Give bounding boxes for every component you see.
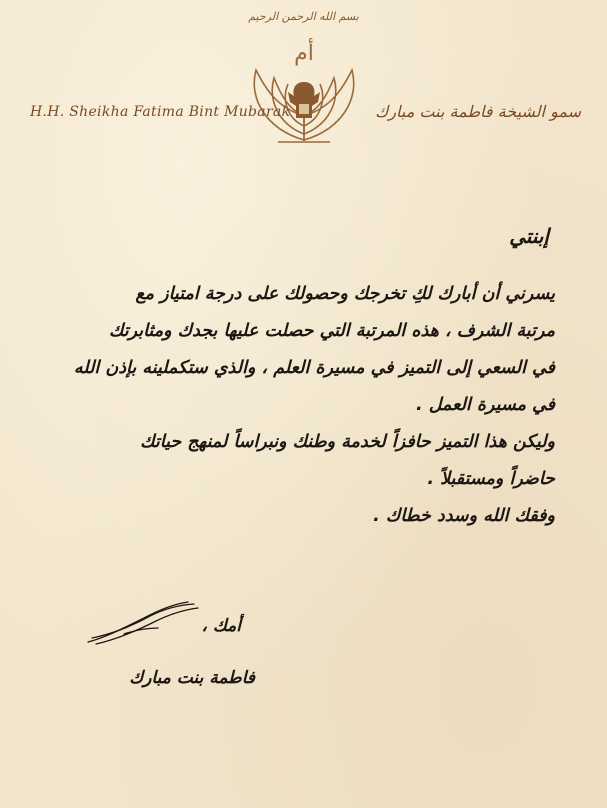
emblem-logo [238,30,370,150]
signer-name: فاطمة بنت مبارك [129,668,255,688]
emblem-label: أم [294,41,314,66]
letter-line: وفقك الله وسدد خطاك . [373,506,555,526]
letter-line: حاضراً ومستقبلاً . [427,469,555,489]
letterhead-name-en: H.H. Sheikha Fatima Bint Mubarak [30,104,291,120]
letter-greeting: إبنتي [509,224,549,248]
handwritten-signature [84,598,204,648]
letter-line: يسرني أن أبارك لكِ تخرجك وحصولك على درجة امتياز مع [135,284,555,304]
letter-closing: أمك ، [201,616,241,636]
letter-line: وليكن هذا التميز حافزاً لخدمة وطنك ونبراساً لمنهج حياتك [140,432,555,452]
letter-line: مرتبة الشرف ، هذه المرتبة التي حصلت عليها بجدك ومثابرتك [108,321,555,341]
letter-line: في مسيرة العمل . [416,395,555,415]
letter-body [45,276,555,535]
letter-line: في السعي إلى التميز في مسيرة العلم ، والذي ستكملينه بإذن الله [73,358,555,378]
basmala: بسم الله الرحمن الرحيم [248,10,359,23]
letterhead-name-ar: سمو الشيخة فاطمة بنت مبارك [375,102,581,121]
